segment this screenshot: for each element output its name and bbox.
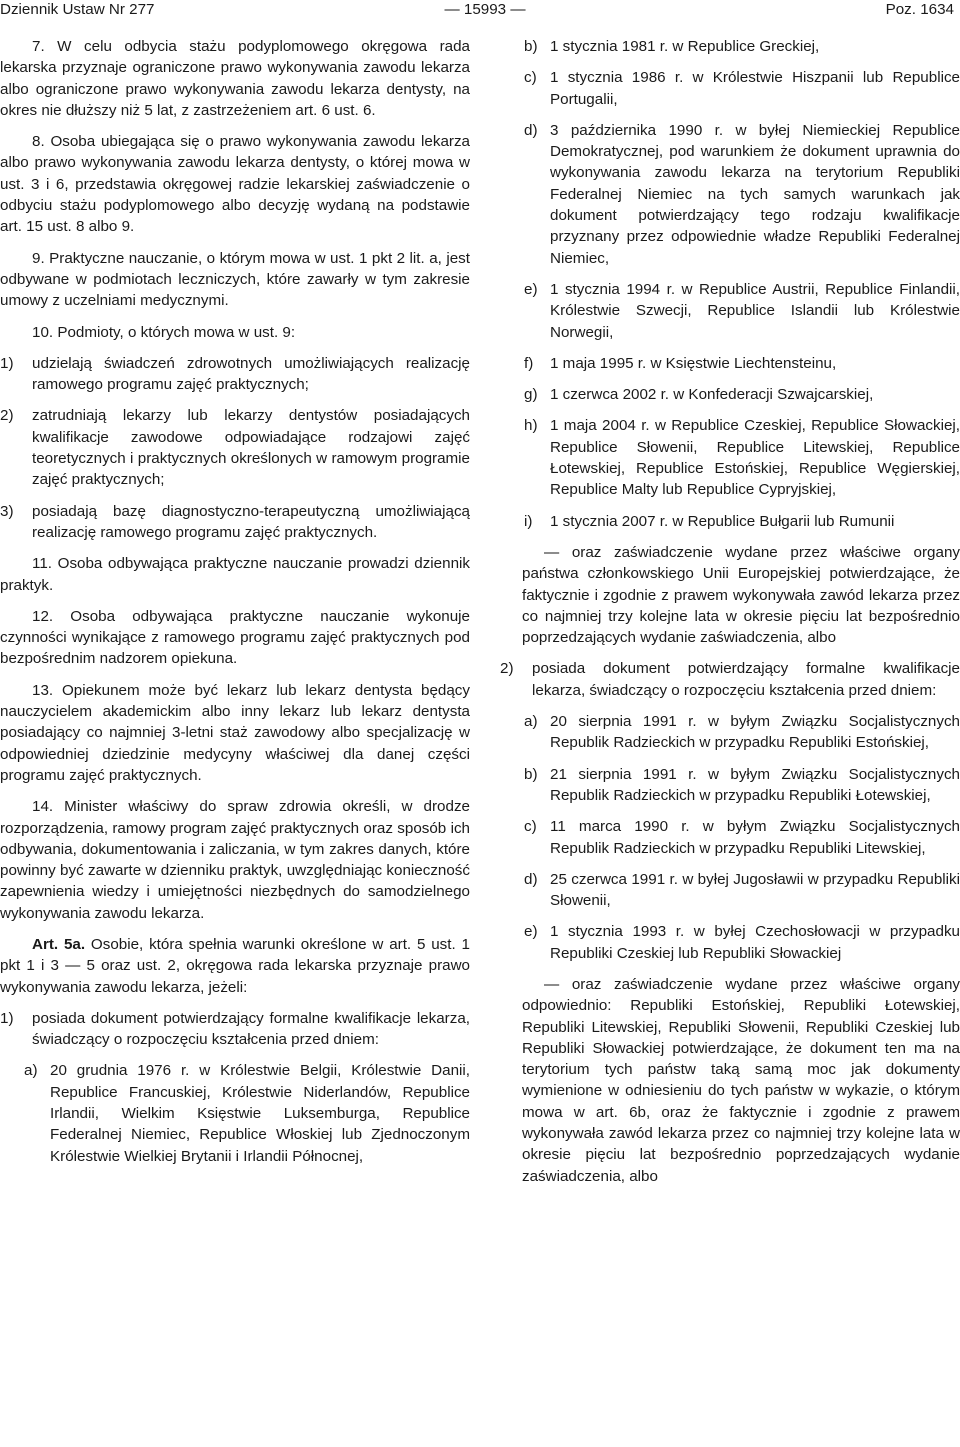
paragraph-13: 13. Opiekunem może być lekarz lub lekarz dentysta będący nauczycielem akademickim albo inny lekarz lub lekarz dentysta posiadający co najmniej 3-letni staż zawodowy albo specjalizację w odpowiedniej dziedzinie medycyny właściwej dla danej części programu zajęć praktycznych. (0, 681, 470, 784)
list-marker: 1) (0, 1009, 14, 1027)
sub-list-item (524, 816, 960, 859)
list-text: zatrudniają lekarzy lub lekarzy dentystów posiadających kwalifikacje zawodowe odpowiadające rodzajowi zajęć teoretycznych i praktycznych określonych w ramowym programie zajęć praktycznych; (32, 407, 470, 489)
sub-list-item (524, 511, 960, 532)
list-marker: b) (524, 38, 538, 55)
list-text: 1 stycznia 1993 r. w byłej Czechosłowacji w przypadku Republiki Czeskiej lub Republiki Słowackiej (550, 923, 960, 962)
list-marker: g) (524, 386, 538, 404)
list-item (0, 353, 470, 396)
paragraph-14: 14. Minister właściwy do spraw zdrowia określi, w drodze rozporządzenia, ramowy program zajęć praktycznych oraz sposób ich odbywania, dokumentowania i zaliczania, w tym zakres danych, które powinny być zawarte w dzienniku praktyk, uwzględniając konieczność zapewnienia wiedzy i umiejętności niezbędnych do samodzielnego wykonywania zawodu lekarza. (0, 798, 470, 922)
list-text: 1 stycznia 1986 r. w Królestwie Hiszpanii lub Republice Portugalii, (550, 69, 960, 108)
article-5a (0, 934, 470, 998)
paragraph-11: 11. Osoba odbywająca praktyczne nauczanie prowadzi dziennik praktyk. (0, 555, 470, 594)
dash-paragraph: — oraz zaświadczenie wydane przez właściwe organy państwa członkowskiego Unii Europejskiej potwierdzające, że faktycznie i zgodnie z prawem wykonywała zawód lekarza przez co najmniej trzy kolejne lata w okresie pięciu lat bezpośrednio poprzedzających wydanie zaświadczenia, albo (522, 543, 960, 647)
list-text: udzielają świadczeń zdrowotnych umożliwiających realizację ramowego programu zajęć praktycznych; (32, 354, 470, 394)
list-text: 20 sierpnia 1991 r. w byłym Związku Socjalistycznych Republik Radzieckich w przypadku Republiki Estońskiej, (550, 713, 960, 752)
list-item (0, 405, 470, 490)
sub-list-item (524, 384, 960, 405)
sub-list-item (524, 36, 960, 57)
list-text: 25 czerwca 1991 r. w byłej Jugosławii w przypadku Republiki Słowenii, (550, 870, 960, 910)
list-item (0, 1008, 470, 1051)
list-text: 21 sierpnia 1991 r. w byłym Związku Socjalistycznych Republik Radzieckich w przypadku Republiki Łotewskiej, (550, 765, 960, 804)
list-text: 1 czerwca 2002 r. w Konfederacji Szwajcarskiej, (550, 386, 874, 404)
list-item (500, 658, 960, 701)
list-marker: f) (524, 354, 534, 372)
list-text: posiada dokument potwierdzający formalne kwalifikacje lekarza, świadczący o rozpoczęciu kształcenia przed dniem: (532, 660, 960, 699)
list-marker: c) (524, 69, 537, 87)
list-marker: a) (524, 713, 538, 731)
list-marker: e) (524, 923, 538, 941)
list-text: 1 stycznia 1994 r. w Republice Austrii, Republice Finlandii, Królestwie Szwecji, Republice Islandii lub Królestwie Norwegii, (550, 280, 960, 341)
paragraph-8: 8. Osoba ubiegająca się o prawo wykonywania zawodu lekarza albo prawo wykonywania zawodu lekarza dentysty, o której mowa w ust. 3 i 6, przedstawia okręgowej radzie lekarskiej zaświadczenie o odbyciu stażu podyplomowego albo decyzję wydaną na podstawie art. 15 ust. 8 albo 9. (0, 133, 470, 236)
list-text: posiadają bazę diagnostyczno-terapeutyczną umożliwiającą realizację ramowego programu zajęć praktycznych. (32, 502, 470, 541)
list-text: 11 marca 1990 r. w byłym Związku Socjalistycznych Republik Radzieckich w przypadku Republiki Litewskiej, (550, 818, 960, 857)
paragraph-7: 7. W celu odbycia stażu podyplomowego okręgowa rada lekarska przyznaje ograniczone prawo wykonywania zawodu lekarza albo ograniczone prawo wykonywania zawodu lekarza dentysty, na okres nie dłuższy niż 5 lat, z zastrzeżeniem art. 6 ust. 6. (0, 38, 470, 119)
list-text: 1 maja 1995 r. w Księstwie Liechtensteinu, (550, 354, 837, 372)
list-text: 20 grudnia 1976 r. w Królestwie Belgii, Królestwie Danii, Republice Francuskiej, Królestwie Niderlandów, Republice Irlandii, Wielkim Księstwie Luksemburga, Republice Federalnej Niemiec, Republice Włoskiej lub Zjednoczonym Królestwie Wielkiej Brytanii i Irlandii Północnej, (50, 1062, 470, 1165)
list-marker: i) (524, 512, 533, 530)
list-marker: d) (524, 870, 538, 888)
list-marker: 2) (0, 407, 14, 425)
sub-list-item (524, 415, 960, 500)
list-text: 1 maja 2004 r. w Republice Czeskiej, Republice Słowackiej, Republice Słowenii, Republice Litewskiej, Republice Łotewskiej, Republice Estońskiej, Republice Węgierskiej, Republice Malty lub Republice Cypryjskiej, (550, 417, 960, 499)
list-text: 1 stycznia 1981 r. w Republice Greckiej, (550, 38, 820, 55)
sub-list-item (24, 1060, 470, 1166)
list-text: 1 stycznia 2007 r. w Republice Bułgarii lub Rumunii (550, 512, 895, 530)
item-number: Poz. 1634 (885, 1, 954, 18)
sub-list-item (524, 67, 960, 110)
sub-list-item (524, 120, 960, 269)
list-item (0, 501, 470, 544)
paragraph-9: 9. Praktyczne nauczanie, o którym mowa w ust. 1 pkt 2 lit. a, jest odbywane w podmiotach leczniczych, które zawarły w tym zakresie umowy z uczelniami medycznymi. (0, 249, 470, 310)
page-header (0, 0, 960, 24)
sub-list-item (524, 279, 960, 343)
sub-list-item (524, 921, 960, 964)
list-marker: b) (524, 765, 538, 783)
sub-list-item (524, 764, 960, 807)
list-marker: a) (24, 1062, 38, 1080)
sub-list-item (524, 711, 960, 754)
list-marker: h) (524, 417, 538, 435)
dash-paragraph: — oraz zaświadczenie wydane przez właściwe organy odpowiednio: Republiki Estońskiej, Republiki Łotewskiej, Republiki Litewskiej, Republiki Słowenii, Republiki Czeskiej lub Republiki Słowackiej potwierdzające, że dokument ten ma na terytorium tych państw taką samą moc jak dokumenty wymienione w odniesieniu do tych państw w wykazie, o którym mowa w art. 6b, oraz że faktycznie i zgodnie z prawem wykonywała zawód lekarza przez co najmniej trzy kolejne lata w okresie pięciu lat bezpośrednio poprzedzających wydanie zaświadczenia, albo (522, 975, 960, 1185)
list-marker: 1) (0, 354, 14, 372)
left-column (0, 36, 470, 1177)
list-marker: c) (524, 818, 537, 836)
article-text: Osobie, która spełnia warunki określone w art. 5 ust. 1 pkt 1 i 3 — 5 oraz ust. 2, okręgowa rada lekarska przyznaje prawo wykonywania zawodu lekarza, jeżeli: (0, 935, 470, 996)
article-label: Art. 5a. (32, 935, 86, 953)
list-text: 3 października 1990 r. w byłej Niemieckiej Republice Demokratycznej, pod warunkiem że dokument uprawnia do wykonywania zawodu lekarza na terytorium Republiki Federalnej Niemiec na tych samych warunkach jak dokument potwierdzający tego rodzaju kwalifikacje przyznany przez odpowiednie władze Republiki Federalnej Niemiec, (550, 121, 960, 267)
sub-list-item (524, 353, 960, 374)
paragraph-12: 12. Osoba odbywająca praktyczne nauczanie wykonuje czynności wynikające z ramowego programu zajęć praktycznych pod bezpośrednim nadzorem opiekuna. (0, 607, 470, 668)
sub-list-item (524, 869, 960, 912)
list-marker: 2) (500, 660, 514, 678)
page-number: — 15993 — (444, 1, 526, 18)
list-marker: d) (524, 121, 538, 139)
paragraph-10: 10. Podmioty, o których mowa w ust. 9: (32, 323, 296, 341)
list-text: posiada dokument potwierdzający formalne kwalifikacje lekarza, świadczący o rozpoczęciu kształcenia przed dniem: (32, 1009, 470, 1049)
list-marker: 3) (0, 502, 14, 520)
list-marker: e) (524, 280, 538, 298)
journal-title: Dziennik Ustaw Nr 277 (0, 1, 155, 18)
right-column (500, 36, 960, 1197)
